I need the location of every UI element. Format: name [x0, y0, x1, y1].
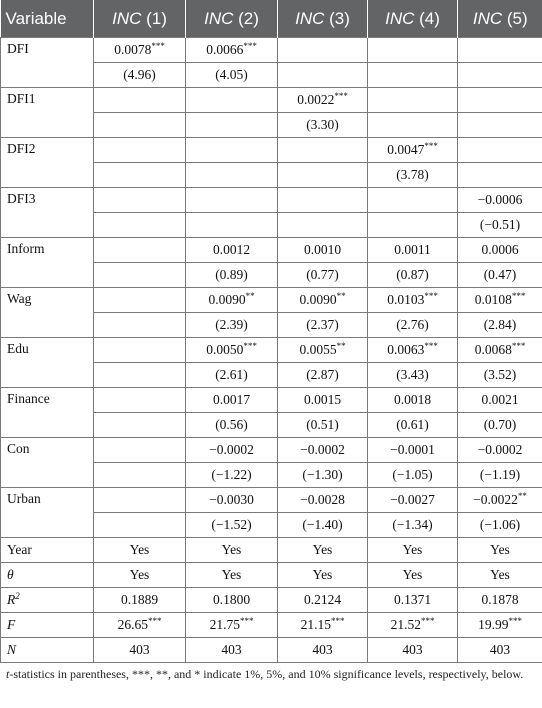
coef-row [1, 88, 542, 113]
summary-cell [278, 588, 368, 613]
t-stat-cell [186, 213, 278, 238]
coef-cell [458, 238, 542, 263]
summary-label-text: θ [7, 567, 14, 583]
coef-cell [458, 438, 542, 463]
variable-name: Con [1, 438, 94, 488]
summary-row [1, 563, 542, 588]
t-stat-cell: (−1.19) [458, 463, 542, 488]
cell-value: 0.0011 [394, 242, 431, 258]
header-col-4 [368, 0, 458, 38]
cell-value: 0.0090 [208, 292, 246, 308]
coef-cell [278, 138, 368, 163]
summary-row [1, 638, 542, 663]
cell-value: 26.65 [117, 617, 148, 633]
summary-cell [458, 538, 542, 563]
summary-label-superscript: 2 [15, 591, 20, 602]
variable-name: DFI2 [1, 138, 94, 188]
summary-row [1, 538, 542, 563]
cell-value: −0.0022 [473, 492, 518, 508]
cell-value: 0.0063 [387, 342, 425, 358]
t-stat-cell: (−1.05) [368, 463, 458, 488]
header-col-5-name: INC [472, 8, 503, 28]
summary-label [1, 588, 94, 613]
cell-value: −0.0027 [390, 492, 435, 508]
header-col-5-suffix: (5) [502, 8, 528, 28]
header-col-3-suffix: (3) [324, 8, 350, 28]
t-stat-cell: (−0.51) [458, 213, 542, 238]
cell-value: Yes [312, 542, 333, 558]
header-col-3 [278, 0, 368, 38]
coef-cell [94, 438, 186, 463]
header-row [1, 0, 542, 38]
significance-stars: *** [334, 91, 348, 102]
table-footnote [6, 664, 538, 684]
t-stat-cell: (0.47) [458, 263, 542, 288]
significance-stars: *** [243, 341, 257, 352]
coef-cell [458, 38, 542, 63]
cell-value: Yes [129, 542, 150, 558]
coef-cell [368, 38, 458, 63]
coef-cell [368, 338, 458, 363]
summary-cell [368, 588, 458, 613]
t-stat-cell [94, 513, 186, 538]
variable-name: DFI [1, 38, 94, 88]
t-stat-cell: (0.87) [368, 263, 458, 288]
cell-value: 403 [129, 642, 150, 658]
significance-stars: *** [424, 341, 438, 352]
summary-cell [458, 613, 542, 638]
t-stat-cell [458, 113, 542, 138]
summary-cell [186, 588, 278, 613]
variable-name: Finance [1, 388, 94, 438]
t-stat-cell [186, 113, 278, 138]
coef-cell [94, 238, 186, 263]
t-stat-cell [186, 163, 278, 188]
variable-name: DFI1 [1, 88, 94, 138]
cell-value: 0.0055 [299, 342, 337, 358]
cell-value: Yes [402, 542, 423, 558]
coef-row [1, 338, 542, 363]
header-variable: Variable [1, 0, 94, 38]
cell-value: 0.0018 [393, 392, 432, 408]
footnote-text: -statistics in parentheses, ***, **, and * indicate 1%, 5%, and 10% significance levels, respectively, below. [9, 667, 524, 681]
cell-value: 0.0022 [297, 92, 335, 108]
coef-cell [278, 338, 368, 363]
cell-value: Yes [312, 567, 333, 583]
coef-row [1, 38, 542, 63]
coef-cell [186, 438, 278, 463]
coef-cell [186, 288, 278, 313]
t-stat-cell: (−1.52) [186, 513, 278, 538]
header-col-2-suffix: (2) [233, 8, 259, 28]
cell-value: Yes [221, 567, 242, 583]
coef-cell [94, 338, 186, 363]
header-col-1 [94, 0, 186, 38]
variable-name: DFI3 [1, 188, 94, 238]
t-stat-cell: (0.77) [278, 263, 368, 288]
t-stat-cell [94, 363, 186, 388]
summary-label-text: F [7, 617, 16, 633]
cell-value: 0.0066 [206, 42, 244, 58]
variable-name: Inform [1, 238, 94, 288]
footnote-italic-t: t [6, 667, 10, 681]
coef-cell [368, 388, 458, 413]
significance-stars: ** [517, 491, 527, 502]
cell-value: −0.0001 [390, 442, 435, 458]
cell-value: Yes [490, 542, 510, 558]
coef-row [1, 438, 542, 463]
cell-value: Yes [490, 567, 510, 583]
summary-row [1, 613, 542, 638]
coef-cell [186, 138, 278, 163]
coef-cell [368, 238, 458, 263]
summary-label [1, 538, 94, 563]
coef-cell [186, 388, 278, 413]
header-col-1-name: INC [112, 8, 142, 28]
coef-row [1, 238, 542, 263]
cell-value: 0.2124 [303, 592, 342, 608]
cell-value: 0.0015 [303, 392, 342, 408]
cell-value: 0.1878 [481, 592, 519, 608]
t-stat-cell: (−1.06) [458, 513, 542, 538]
significance-stars: *** [511, 291, 526, 302]
cell-value: 0.1889 [120, 592, 159, 608]
t-stat-cell [94, 413, 186, 438]
significance-stars: *** [330, 616, 345, 627]
t-stat-cell [368, 113, 458, 138]
cell-value: 21.52 [390, 617, 421, 633]
coef-cell [94, 388, 186, 413]
t-stat-cell: (−1.40) [278, 513, 368, 538]
t-stat-cell: (0.70) [458, 413, 542, 438]
coef-cell [94, 138, 186, 163]
coef-row [1, 388, 542, 413]
t-stat-cell: (3.78) [368, 163, 458, 188]
summary-cell [94, 588, 186, 613]
t-stat-cell: (0.56) [186, 413, 278, 438]
significance-stars: ** [336, 341, 346, 352]
coef-cell [94, 488, 186, 513]
summary-cell [278, 538, 368, 563]
cell-value: −0.0028 [300, 492, 345, 508]
t-stat-cell [278, 63, 368, 88]
significance-stars: *** [151, 41, 165, 52]
t-stat-cell: (2.39) [186, 313, 278, 338]
cell-value: −0.0002 [209, 442, 254, 458]
coef-cell [458, 488, 542, 513]
t-stat-cell: (0.89) [186, 263, 278, 288]
significance-stars: *** [511, 341, 526, 352]
coef-cell [368, 88, 458, 113]
coef-cell [94, 188, 186, 213]
coef-row [1, 488, 542, 513]
variable-name: Urban [1, 488, 94, 538]
cell-value: Yes [402, 567, 423, 583]
t-stat-cell [94, 313, 186, 338]
cell-value: 0.0010 [303, 242, 342, 258]
coef-cell [186, 338, 278, 363]
summary-label [1, 563, 94, 588]
summary-label-text: N [7, 642, 17, 658]
t-stat-cell: (−1.34) [368, 513, 458, 538]
coef-cell [94, 38, 186, 63]
t-stat-cell [368, 63, 458, 88]
t-stat-cell: (−1.30) [278, 463, 368, 488]
summary-label-text: R [7, 592, 16, 608]
coef-cell [278, 488, 368, 513]
summary-row [1, 588, 542, 613]
significance-stars: ** [245, 291, 255, 302]
header-col-3-name: INC [295, 8, 325, 28]
cell-value: 0.0068 [474, 342, 512, 358]
significance-stars: *** [508, 616, 522, 627]
coef-cell [458, 88, 542, 113]
coef-cell [458, 338, 542, 363]
significance-stars: *** [424, 291, 438, 302]
t-stat-cell [458, 63, 542, 88]
cell-value: −0.0002 [477, 442, 523, 458]
summary-cell [278, 638, 368, 663]
cell-value: 0.1800 [212, 592, 251, 608]
t-stat-cell [94, 213, 186, 238]
significance-stars: *** [243, 41, 257, 52]
variable-name: Edu [1, 338, 94, 388]
t-stat-cell [94, 163, 186, 188]
header-col-1-suffix: (1) [141, 8, 167, 28]
cell-value: 19.99 [478, 617, 509, 633]
t-stat-cell [94, 463, 186, 488]
summary-cell [94, 563, 186, 588]
variable-name: Wag [1, 288, 94, 338]
coef-cell [368, 138, 458, 163]
t-stat-cell [94, 263, 186, 288]
cell-value: 21.75 [209, 617, 240, 633]
summary-label [1, 638, 94, 663]
t-stat-cell: (2.61) [186, 363, 278, 388]
coef-cell [186, 238, 278, 263]
coef-cell [278, 88, 368, 113]
coef-cell [186, 38, 278, 63]
coef-row [1, 188, 542, 213]
header-col-5 [458, 0, 542, 38]
summary-cell [94, 538, 186, 563]
t-stat-cell [278, 213, 368, 238]
coef-row [1, 288, 542, 313]
t-stat-cell: (2.84) [458, 313, 542, 338]
coef-cell [186, 188, 278, 213]
cell-value: 403 [312, 642, 333, 658]
t-stat-cell: (2.87) [278, 363, 368, 388]
significance-stars: *** [147, 616, 162, 627]
t-stat-cell: (4.05) [186, 63, 278, 88]
t-stat-cell: (0.51) [278, 413, 368, 438]
cell-value: 403 [489, 642, 511, 658]
coef-row [1, 138, 542, 163]
t-stat-cell [458, 163, 542, 188]
summary-cell [368, 613, 458, 638]
t-stat-cell: (0.61) [368, 413, 458, 438]
cell-value: 0.0108 [474, 292, 512, 308]
summary-cell [186, 563, 278, 588]
coef-cell [368, 288, 458, 313]
summary-cell [458, 638, 542, 663]
cell-value: 0.0090 [299, 292, 337, 308]
header-col-2-name: INC [204, 8, 234, 28]
header-col-4-name: INC [385, 8, 415, 28]
summary-cell [368, 538, 458, 563]
cell-value: 0.1371 [393, 592, 432, 608]
cell-value: 403 [221, 642, 242, 658]
coef-cell [458, 188, 542, 213]
summary-cell [458, 588, 542, 613]
t-stat-cell [278, 163, 368, 188]
t-stat-cell: (3.30) [278, 113, 368, 138]
summary-cell [368, 638, 458, 663]
summary-cell [94, 613, 186, 638]
t-stat-cell: (3.43) [368, 363, 458, 388]
cell-value: 0.0050 [206, 342, 244, 358]
coef-cell [278, 238, 368, 263]
cell-value: 0.0017 [212, 392, 251, 408]
t-stat-cell: (2.37) [278, 313, 368, 338]
t-stat-cell [94, 113, 186, 138]
summary-label-text: Year [7, 542, 32, 558]
coef-cell [278, 388, 368, 413]
coef-cell [458, 138, 542, 163]
cell-value: 0.0103 [387, 292, 425, 308]
coef-cell [278, 38, 368, 63]
coef-cell [94, 288, 186, 313]
significance-stars: *** [424, 141, 438, 152]
cell-value: 0.0047 [387, 142, 425, 158]
summary-cell [458, 563, 542, 588]
coef-cell [94, 88, 186, 113]
coef-cell [278, 438, 368, 463]
significance-stars: *** [420, 616, 435, 627]
summary-cell [186, 538, 278, 563]
significance-stars: ** [336, 291, 346, 302]
coef-cell [278, 288, 368, 313]
cell-value: 0.0006 [481, 242, 519, 258]
summary-cell [278, 613, 368, 638]
summary-cell [186, 638, 278, 663]
summary-label [1, 613, 94, 638]
t-stat-cell [368, 213, 458, 238]
cell-value: 21.15 [300, 617, 331, 633]
coef-cell [186, 88, 278, 113]
cell-value: −0.0030 [209, 492, 254, 508]
cell-value: Yes [221, 542, 242, 558]
t-stat-cell: (−1.22) [186, 463, 278, 488]
t-stat-cell: (4.96) [94, 63, 186, 88]
header-col-4-suffix: (4) [414, 8, 440, 28]
summary-cell [368, 563, 458, 588]
coef-cell [368, 488, 458, 513]
coef-cell [186, 488, 278, 513]
coef-cell [278, 188, 368, 213]
cell-value: −0.0006 [477, 192, 523, 208]
coef-cell [368, 188, 458, 213]
cell-value: 0.0021 [481, 392, 519, 408]
summary-cell [94, 638, 186, 663]
significance-stars: *** [239, 616, 254, 627]
summary-cell [278, 563, 368, 588]
cell-value: 0.0012 [212, 242, 251, 258]
coef-cell [458, 288, 542, 313]
cell-value: 0.0078 [114, 42, 152, 58]
cell-value: Yes [129, 567, 150, 583]
header-col-2 [186, 0, 278, 38]
cell-value: 403 [402, 642, 423, 658]
t-stat-cell: (3.52) [458, 363, 542, 388]
coef-cell [368, 438, 458, 463]
cell-value: −0.0002 [300, 442, 345, 458]
coef-cell [458, 388, 542, 413]
t-stat-cell: (2.76) [368, 313, 458, 338]
summary-cell [186, 613, 278, 638]
